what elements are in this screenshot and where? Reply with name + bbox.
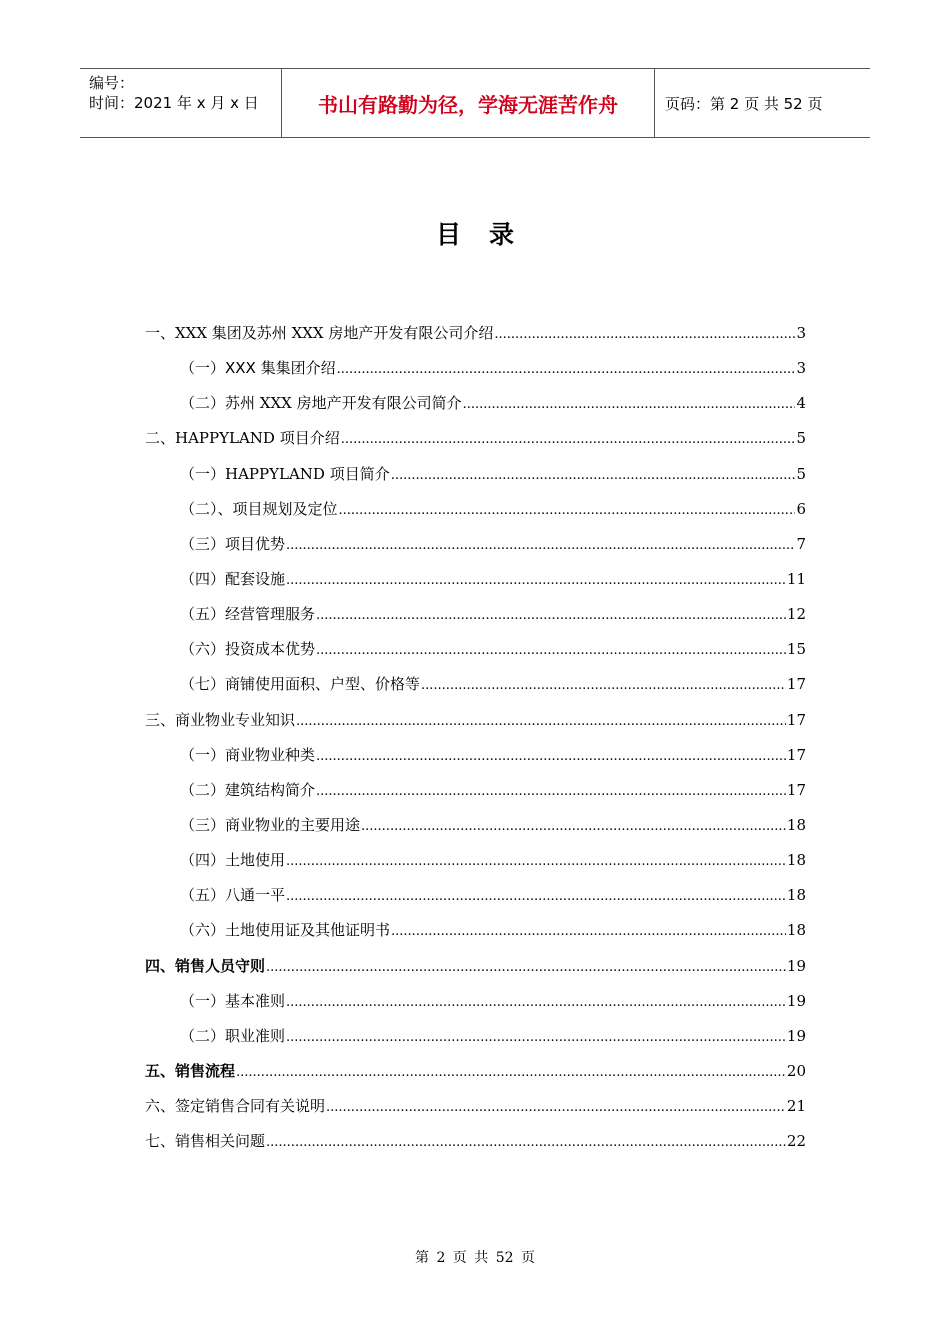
toc-entry-page: 18 [786, 851, 806, 870]
document-date: 时间：2021 年 x 月 x 日 [89, 94, 259, 112]
toc-leader-dots [391, 914, 786, 949]
toc-leader-dots [391, 458, 796, 493]
toc-entry-label: （一）商业物业种类 [180, 745, 316, 764]
toc-entry-page: 17 [786, 780, 806, 799]
toc-entry-page: 4 [796, 394, 806, 413]
toc-entry-label: 六、签定销售合同有关说明 [145, 1097, 326, 1116]
toc-entry[interactable] [145, 949, 806, 984]
page-title: 目录 [435, 220, 542, 249]
toc-leader-dots [286, 844, 786, 879]
toc-leader-dots [421, 668, 786, 703]
toc-entry-page: 19 [786, 991, 806, 1010]
toc-entry-label: 四、销售人员守则 [145, 956, 266, 975]
header-meta [80, 69, 282, 137]
toc-leader-dots [316, 598, 786, 633]
toc-entry-label: （五）经营管理服务 [180, 605, 316, 624]
toc-entry-page: 20 [786, 1061, 806, 1080]
toc-entry[interactable] [145, 386, 806, 421]
header-page-info: 页码：第 2 页 共 52 页 [665, 94, 823, 113]
toc-entry[interactable] [145, 492, 806, 527]
toc-entry[interactable] [145, 457, 806, 492]
toc-entry-label: （一）基本准则 [180, 991, 286, 1010]
toc-entry-page: 21 [786, 1097, 806, 1116]
toc-entry[interactable] [145, 527, 806, 562]
page-footer: 第 2 页 共 52 页 [415, 1250, 535, 1266]
toc-entry[interactable] [145, 1089, 806, 1124]
toc-entry[interactable] [145, 667, 806, 702]
toc-entry-label: 一、XXX 集团及苏州 XXX 房地产开发有限公司介绍 [145, 324, 494, 342]
table-of-contents [145, 316, 806, 1159]
toc-entry-page: 11 [786, 569, 806, 588]
toc-entry-label: （三）项目优势 [180, 534, 286, 553]
toc-entry-label: 二、HAPPYLAND 项目介绍 [145, 429, 340, 448]
toc-entry-page: 12 [786, 605, 806, 624]
toc-entry-page: 17 [786, 675, 806, 694]
toc-entry-label: （四）土地使用 [180, 851, 286, 870]
toc-entry-label: （五）八通一平 [180, 886, 286, 905]
toc-entry-label: （二）苏州 XXX 房地产开发有限公司简介 [180, 394, 462, 413]
toc-leader-dots [316, 633, 786, 668]
toc-entry-label: （二）职业准则 [180, 1026, 286, 1045]
toc-entry-label: 五、销售流程 [145, 1061, 236, 1080]
toc-entry[interactable] [145, 597, 806, 632]
toc-entry[interactable] [145, 1019, 806, 1054]
toc-entry-page: 17 [786, 710, 806, 729]
toc-leader-dots [286, 563, 786, 598]
toc-entry-page: 15 [786, 640, 806, 659]
toc-entry[interactable] [145, 1054, 806, 1089]
toc-entry[interactable] [145, 808, 806, 843]
toc-entry-page: 17 [786, 745, 806, 764]
toc-entry-label: （七）商铺使用面积、户型、价格等 [180, 675, 421, 694]
toc-entry-page: 19 [786, 1026, 806, 1045]
toc-entry-page: 22 [786, 1132, 806, 1151]
toc-leader-dots [339, 493, 796, 528]
toc-leader-dots [286, 528, 795, 563]
toc-leader-dots [341, 422, 796, 457]
toc-entry-label: （一）HAPPYLAND 项目简介 [180, 464, 390, 483]
toc-entry[interactable] [145, 632, 806, 667]
toc-entry[interactable] [145, 1124, 806, 1159]
toc-leader-dots [236, 1055, 786, 1090]
toc-entry-label: （四）配套设施 [180, 569, 286, 588]
toc-leader-dots [337, 352, 796, 387]
toc-leader-dots [286, 1020, 786, 1055]
toc-entry-label: （一）XXX 集集团介绍 [180, 359, 336, 378]
toc-leader-dots [296, 704, 786, 739]
toc-entry-page: 3 [796, 359, 806, 378]
toc-entry-page: 18 [786, 815, 806, 834]
toc-entry-page: 7 [796, 534, 806, 553]
toc-entry-label: （六）投资成本优势 [180, 640, 316, 659]
toc-entry[interactable] [145, 843, 806, 878]
toc-leader-dots [463, 387, 796, 422]
toc-entry-label: （六）土地使用证及其他证明书 [180, 921, 391, 940]
toc-entry-label: （二）建筑结构简介 [180, 780, 316, 799]
header-motto: 书山有路勤为径，学海无涯苦作舟 [282, 69, 655, 137]
toc-leader-dots [286, 879, 786, 914]
toc-entry-page: 6 [796, 499, 806, 518]
toc-leader-dots [316, 739, 786, 774]
toc-entry-page: 5 [796, 464, 806, 483]
toc-entry[interactable] [145, 703, 806, 738]
toc-leader-dots [361, 809, 786, 844]
toc-entry-page: 5 [796, 429, 806, 448]
toc-entry-label: 三、商业物业专业知识 [145, 710, 296, 729]
toc-leader-dots [266, 950, 786, 985]
toc-entry[interactable] [145, 878, 806, 913]
document-number-label: 编号： [89, 74, 135, 92]
toc-entry-label: （二）、项目规划及定位 [180, 499, 338, 518]
toc-entry[interactable] [145, 351, 806, 386]
toc-entry-page: 18 [786, 886, 806, 905]
toc-entry-page: 3 [796, 324, 806, 342]
toc-entry[interactable] [145, 316, 806, 351]
toc-entry[interactable] [145, 738, 806, 773]
toc-entry[interactable] [145, 913, 806, 948]
toc-leader-dots [494, 317, 795, 352]
toc-leader-dots [286, 985, 786, 1020]
toc-entry-page: 18 [786, 921, 806, 940]
toc-leader-dots [326, 1090, 786, 1125]
toc-entry-page: 19 [786, 956, 806, 975]
toc-leader-dots [266, 1125, 786, 1160]
toc-entry[interactable] [145, 562, 806, 597]
toc-entry[interactable] [145, 984, 806, 1019]
toc-entry[interactable] [145, 773, 806, 808]
toc-entry-label: 七、销售相关问题 [145, 1132, 266, 1151]
toc-entry-label: （三）商业物业的主要用途 [180, 815, 361, 834]
toc-entry[interactable] [145, 421, 806, 456]
page-header [80, 68, 870, 138]
toc-leader-dots [316, 774, 786, 809]
